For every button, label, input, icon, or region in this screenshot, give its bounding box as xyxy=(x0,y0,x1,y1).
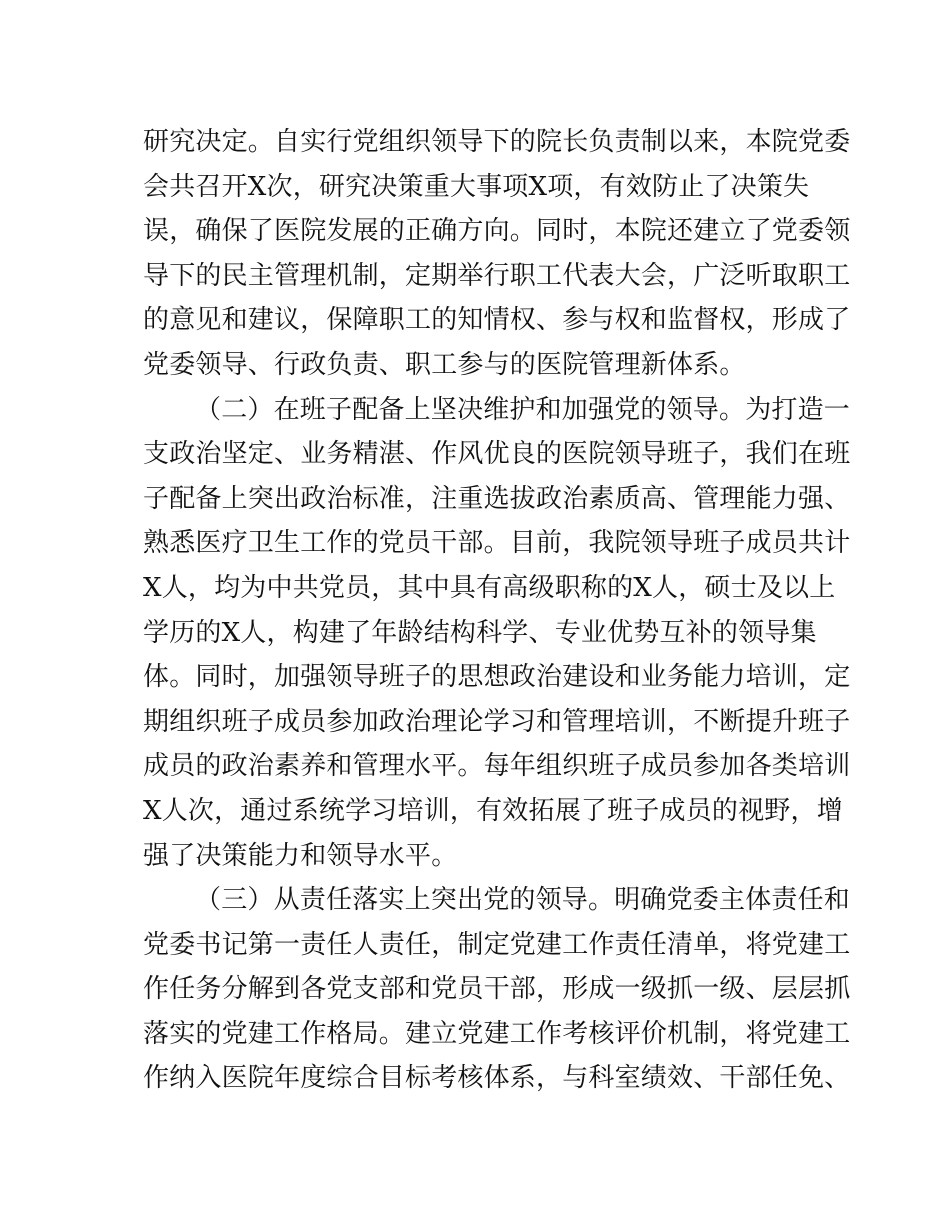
text-line: X人，均为中共党员，其中具有高级职称的X人，硕士及以上 xyxy=(143,572,836,603)
text-line: 强了决策能力和领导水平。 xyxy=(143,840,458,871)
paragraph-1 xyxy=(143,120,851,388)
text-line: 研究决定。自实行党组织领导下的院长负责制以来，本院党委 xyxy=(143,127,851,157)
text-line: 会共召开X次，研究决策重大事项X项，有效防止了决策失 xyxy=(143,171,810,202)
text-line: 落实的党建工作格局。建立党建工作考核评价机制，将党建工 xyxy=(143,1018,851,1049)
text-line: 作纳入医院年度综合目标考核体系，与科室绩效、干部任免、 xyxy=(143,1063,851,1094)
text-line: 作任务分解到各党支部和党员干部，形成一级抓一级、层层抓 xyxy=(143,974,851,1005)
text-line: （三）从责任落实上突出党的领导。明确党委主体责任和 xyxy=(195,885,851,916)
text-line: 导下的民主管理机制，定期举行职工代表大会，广泛听取职工 xyxy=(143,260,851,291)
document-body xyxy=(143,120,851,1101)
text-line: 成员的政治素养和管理水平。每年组织班子成员参加各类培训 xyxy=(143,751,851,782)
paragraph-3 xyxy=(143,878,851,1101)
text-line: 支政治坚定、业务精湛、作风优良的医院领导班子，我们在班 xyxy=(143,439,851,470)
text-line: 子配备上突出政治标准，注重选拔政治素质高、管理能力强、 xyxy=(143,483,851,514)
text-line: 的意见和建议，保障职工的知情权、参与权和监督权，形成了 xyxy=(143,305,851,336)
text-line: 期组织班子成员参加政治理论学习和管理培训，不断提升班子 xyxy=(143,706,851,737)
text-line: 学历的X人，构建了年龄结构科学、专业优势互补的领导集 xyxy=(143,617,817,648)
paragraph-2 xyxy=(143,388,851,879)
text-line: X人次，通过系统学习培训，有效拓展了班子成员的视野，增 xyxy=(143,795,843,826)
text-line: 误，确保了医院发展的正确方向。同时，本院还建立了党委领 xyxy=(143,216,851,247)
text-line: 党委领导、行政负责、职工参与的医院管理新体系。 xyxy=(143,349,746,380)
text-line: （二）在班子配备上坚决维护和加强党的领导。为打造一 xyxy=(195,394,851,425)
text-line: 体。同时，加强领导班子的思想政治建设和业务能力培训，定 xyxy=(143,662,851,693)
text-line: 熟悉医疗卫生工作的党员干部。目前，我院领导班子成员共计 xyxy=(143,528,851,559)
text-line: 党委书记第一责任人责任，制定党建工作责任清单，将党建工 xyxy=(143,929,851,960)
